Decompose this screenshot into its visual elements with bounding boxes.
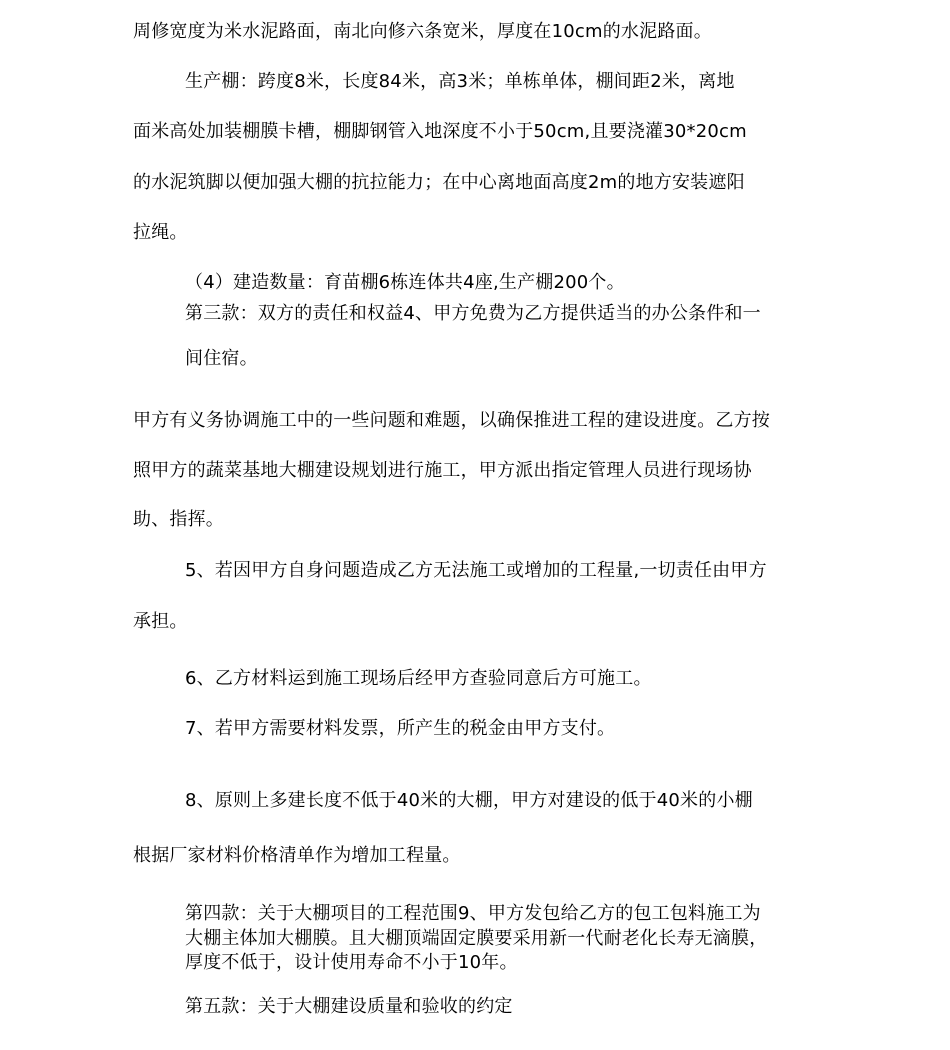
text-line: 面米高处加装棚膜卡槽，棚脚钢管入地深度不小于50cm,且要浇灌30*20cm (133, 121, 747, 142)
text-line: 周修宽度为米水泥路面，南北向修六条宽米，厚度在10cm的水泥路面。 (133, 21, 712, 42)
text-line: 7、若甲方需要材料发票，所产生的税金由甲方支付。 (185, 718, 616, 739)
text-line: 助、指挥。 (133, 509, 224, 530)
text-line: 的水泥筑脚以便加强大棚的抗拉能力；在中心离地面高度2m的地方安装遮阳 (133, 172, 745, 193)
text-line: 照甲方的蔬菜基地大棚建设规划进行施工，甲方派出指定管理人员进行现场协 (133, 460, 752, 481)
text-line: 间住宿。 (185, 348, 258, 369)
text-line: 6、乙方材料运到施工现场后经甲方查验同意后方可施工。 (185, 668, 652, 689)
text-line: 拉绳。 (133, 222, 188, 243)
text-line: 大棚主体加大棚膜。且大棚顶端固定膜要采用新一代耐老化长寿无滴膜， (185, 928, 768, 949)
text-line: 第三款：双方的责任和权益4、甲方免费为乙方提供适当的办公条件和一 (185, 303, 761, 324)
text-line: 8、原则上多建长度不低于40米的大棚，甲方对建设的低于40米的小棚 (185, 790, 753, 811)
text-line: （4）建造数量：育苗棚6栋连体共4座,生产棚200个。 (185, 272, 625, 293)
text-line: 第四款：关于大棚项目的工程范围9、甲方发包给乙方的包工包料施工为 (185, 903, 761, 924)
text-line: 甲方有义务协调施工中的一些问题和难题，以确保推进工程的建设进度。乙方按 (133, 410, 770, 431)
text-line: 承担。 (133, 611, 188, 632)
text-line: 第五款：关于大棚建设质量和验收的约定 (185, 996, 513, 1017)
text-line: 5、若因甲方自身问题造成乙方无法施工或增加的工程量,一切责任由甲方 (185, 560, 767, 581)
text-line: 厚度不低于，设计使用寿命不小于10年。 (185, 952, 518, 973)
text-line: 根据厂家材料价格清单作为增加工程量。 (133, 845, 461, 866)
text-line: 生产棚：跨度8米，长度84米，高3米；单栋单体，棚间距2米，离地 (185, 71, 735, 92)
